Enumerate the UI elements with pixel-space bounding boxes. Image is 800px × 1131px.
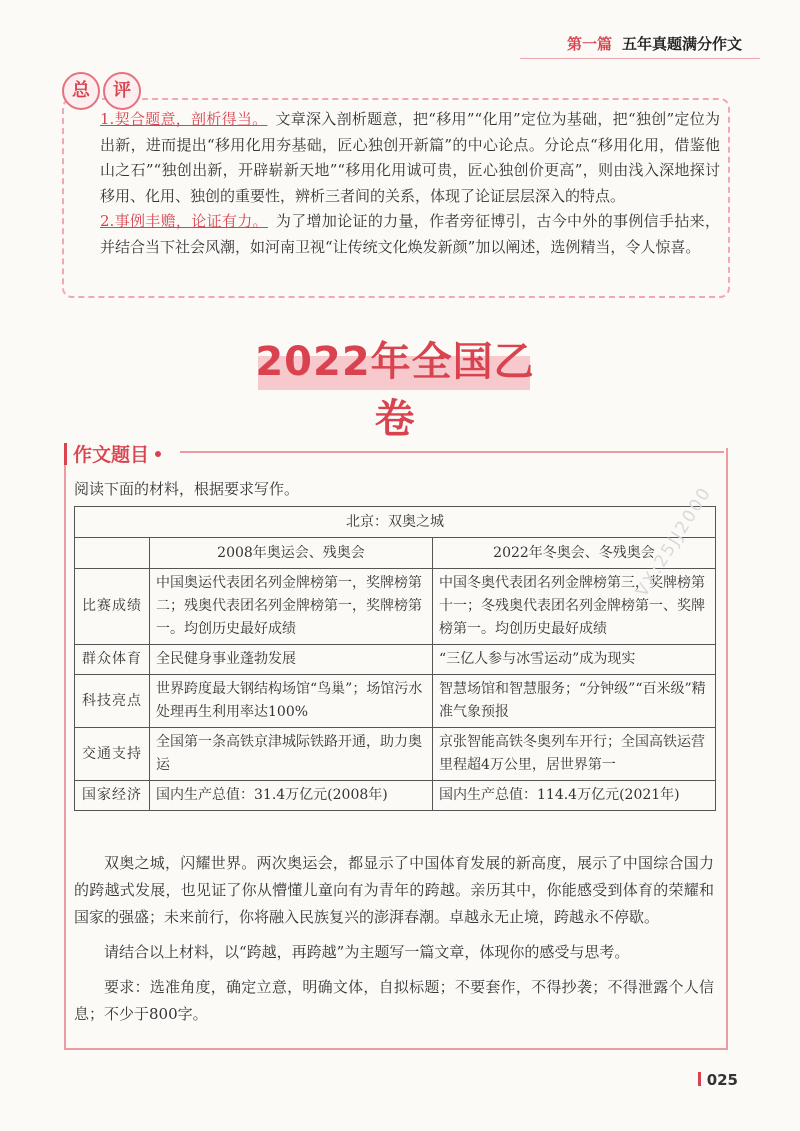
cell-2008: 全国第一条高铁京津城际铁路开通，助力奥运 — [150, 728, 433, 781]
cell-2008: 国内生产总值：31.4万亿元(2008年) — [150, 781, 433, 811]
cell-2022: 国内生产总值：114.4万亿元(2021年) — [433, 781, 716, 811]
cell-2022: “三亿人参与冰雪运动”成为现实 — [433, 645, 716, 675]
header-rule — [520, 58, 760, 59]
cell-2008: 世界跨度最大钢结构场馆“鸟巢”；场馆污水处理再生利用率达100% — [150, 675, 433, 728]
cell-2022: 中国冬奥代表团名列金牌榜第三，奖牌榜第十一；冬残奥代表团名列金牌榜第一、奖牌榜第一。均创历史最好成绩 — [433, 569, 716, 645]
cell-2008: 中国奥运代表团名列金牌榜第一，奖牌榜第二；残奥代表团名列金牌榜第一，奖牌榜第一。均创历史最好成绩 — [150, 569, 433, 645]
body-paragraph-2: 请结合以上材料，以“跨越，再跨越”为主题写一篇文章，体现你的感受与思考。 — [104, 943, 630, 961]
task-top-rule — [180, 451, 724, 453]
row-label: 群众体育 — [75, 645, 150, 675]
review-badge — [62, 72, 141, 110]
review-text — [100, 107, 720, 260]
review-point-1-heading: 1.契合题意，剖析得当。 — [100, 110, 268, 128]
task-heading — [64, 440, 161, 467]
review-point-1 — [100, 107, 720, 209]
page-number-text: 025 — [706, 1071, 738, 1089]
table-row — [75, 569, 716, 645]
table-row — [75, 645, 716, 675]
header-section: 第一篇 — [566, 35, 612, 53]
row-label: 国家经济 — [75, 781, 150, 811]
body-paragraph-1: 双奥之城，闪耀世界。两次奥运会，都显示了中国体育发展的新高度，展示了中国综合国力的跨越式发展，也见证了你从懵懂儿童向有为青年的跨越。亲历其中，你能感受到体育的荣耀和国家的强盛；未来前行，你将融入民族复兴的澎湃春潮。卓越永无止境，跨越永不停歇。 — [74, 854, 714, 926]
page-number — [698, 1071, 738, 1089]
table-row — [75, 781, 716, 811]
review-point-1-text: 文章深入剖析题意，把“移用”“化用”定位为基础，把“独创”定位为出新，进而提出“移用化用夯基础，匠心独创开新篇”的中心论点。分论点“移用化用，借鉴他山之石”“独创出新，开辟崭新天地”“移用化用诚可贵，匠心独创价更高”，则由浅入深地探讨移用、化用、独创的重要性，辨析三者间的关系，体现了论证层层深入的特点。 — [100, 110, 720, 205]
table-corner — [75, 538, 150, 569]
table-header-row — [75, 538, 716, 569]
badge-char-1: 总 — [62, 72, 100, 110]
row-label: 比赛成绩 — [75, 569, 150, 645]
review-point-2-text: 为了增加论证的力量，作者旁征博引，古今中外的事例信手拈来，并结合当下社会风潮，如河南卫视“让传统文化焕发新颜”加以阐述，选例精当，令人惊喜。 — [100, 212, 720, 256]
row-label: 科技亮点 — [75, 675, 150, 728]
cell-2022: 京张智能高铁冬奥列车开行；全国高铁运营里程超4万公里，居世界第一 — [433, 728, 716, 781]
row-label: 交通支持 — [75, 728, 150, 781]
review-point-2-heading: 2.事例丰赡，论证有力。 — [100, 212, 268, 230]
review-point-2 — [100, 209, 720, 260]
task-intro: 阅读下面的材料，根据要求写作。 — [74, 480, 300, 498]
material-table — [74, 506, 716, 811]
body-paragraph-3: 要求：选准角度，确定立意，明确文体，自拟标题；不要套作，不得抄袭；不得泄露个人信息；不少于800字。 — [74, 978, 714, 1023]
heading-bar — [64, 443, 67, 465]
watermark: VX:25JJ2000 — [632, 483, 716, 601]
table-caption-row — [75, 507, 716, 538]
column-header-2008: 2008年奥运会、残奥会 — [150, 538, 433, 569]
header-title: 五年真题满分作文 — [621, 35, 742, 53]
task-heading-text: 作文题目 — [73, 444, 150, 466]
running-header — [567, 33, 742, 54]
cell-2022: 智慧场馆和智慧服务；“分钟级”“百米级”精准气象预报 — [433, 675, 716, 728]
cell-2008: 全民健身事业蓬勃发展 — [150, 645, 433, 675]
table-caption: 北京：双奥之城 — [75, 507, 716, 538]
badge-char-2: 评 — [103, 72, 141, 110]
exam-title: 2022年全国乙卷 — [255, 339, 535, 442]
heading-dot — [155, 451, 161, 457]
exam-title-block — [250, 330, 540, 442]
table-row — [75, 675, 716, 728]
column-header-2022: 2022年冬奥会、冬残奥会 — [433, 538, 716, 569]
table-row — [75, 728, 716, 781]
task-body — [74, 850, 714, 1036]
page-number-mark — [698, 1072, 701, 1086]
